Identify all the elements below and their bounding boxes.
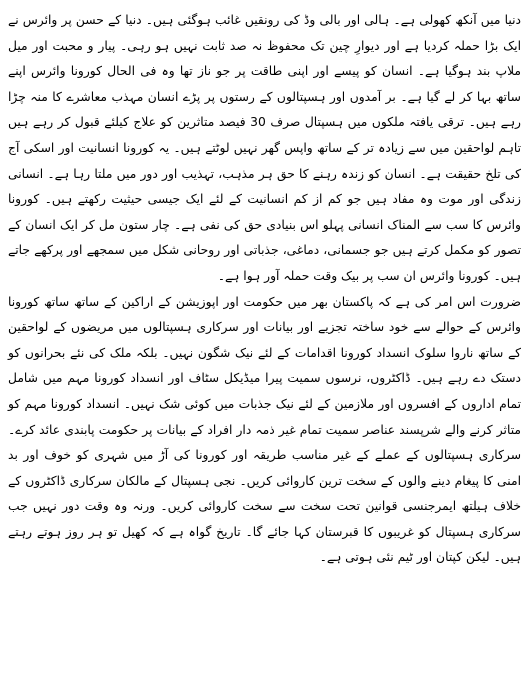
article-paragraph-2: ضرورت اس امر کی ہے کہ پاکستان بھر میں حکومت اور اپوزیشن کے اراکین کے ساتھ ساتھ کورونا وائرس کے حوالے سے خود ساختہ تجزیے اور بیانات اور سرکاری ہسپتالوں میں مریضوں کے لواحقین کے ساتھ ناروا سلوک انسداد کورونا اقدامات کے لئے نیک شگون نہیں۔ بلکہ ملک کی نئے بحرانوں کو دستک دے رہے ہیں۔ ڈاکٹروں، نرسوں سمیت پیرا میڈیکل سٹاف اور انسداد کورونا مہم میں شامل تمام اداروں کے افسروں اور ملازمین کے لئے نیک جذبات میں کوئی شک نہیں۔ انسداد کورونا مہم کو متاثر کرنے والے شرپسند عناصر سمیت تمام غیر ذمہ دار افراد کے بیانات پر حکومت پابندی عائد کرے۔ سرکاری ہسپتالوں کے عملے کے غیر مناسب طریقہ اور کورونا کی آڑ میں شہری کو خوف اور بد امنی کا پیغام دینے والوں کے سخت ترین کاروائی کریں۔ نجی ہسپتال کے مالکان سرکاری ڈاکٹروں کے خلاف ہیلتھ ایمرجنسی قوانین تحت سخت سے سخت کاروائی کریں۔ ورنہ وہ وقت دور نہیں جب سرکاری ہسپتال کو غریبوں کا قبرستان کہا جائے گا۔ تاریخ گواہ ہے کہ کھیل تو ہر روز ہوتے رہتے ہیں۔ لیکن کپتان اور ٹیم نئی ہوتی ہے۔ xyxy=(8,294,521,565)
article-paragraph-1: دنیا میں آنکھ کھولی ہے۔ ہالی اور بالی وڈ کی رونقیں غائب ہوگئی ہیں۔ دنیا کے حسن پر وائرس نے ایک بڑا حملہ کردیا ہے اور دیوارِ چین تک محفوظ نہ صد ثابت نہیں ہو رہی۔ پیار و محبت اور میل ملاپ بند ہوگیا ہے۔ انسان کو پیسے اور اپنی طاقت پر جو ناز تھا وہ فی الحال کورونا وائرس اپنے ساتھ بہا کر لے گیا ہے۔ بر آمدوں اور ہسپتالوں کے رستوں پر پڑے انسان مہذب معاشرے کا منہ چڑا رہے ہیں۔ ترقی یافتہ ملکوں میں ہسپتال صرف 30 فیصد متاثرین کو علاج کیلئے قبول کر رہے ہیں تاہم لواحقین میں سے زیادہ تر کے ساتھ واپس گھر نہیں لوٹتے ہیں۔ یہ کورونا انسانیت اور اسکی آج کی تلخ حقیقت ہے۔ انسان کو زندہ رہنے کا حق ہر مذہب، تہذیب اور دور میں ملتا رہا ہے۔ انسانی زندگی اور موت وہ مفاد ہیں جو کم از کم انسانیت کے لئے ایک جیسی حیثیت رکھتے ہیں۔ کورونا وائرس کا سب سے المناک انسانی پہلو اس بنیادی حق کی نفی ہے۔ چار ستون مل کر ایک انسان کے تصور کو مکمل کرتے ہیں جو جسمانی، دماغی، جذباتی اور روحانی شکل میں سمجھے اور پرکھے جاتے ہیں۔ کورونا وائرس ان سب پر بیک وقت حملہ آور ہوا ہے۔ xyxy=(8,13,521,283)
